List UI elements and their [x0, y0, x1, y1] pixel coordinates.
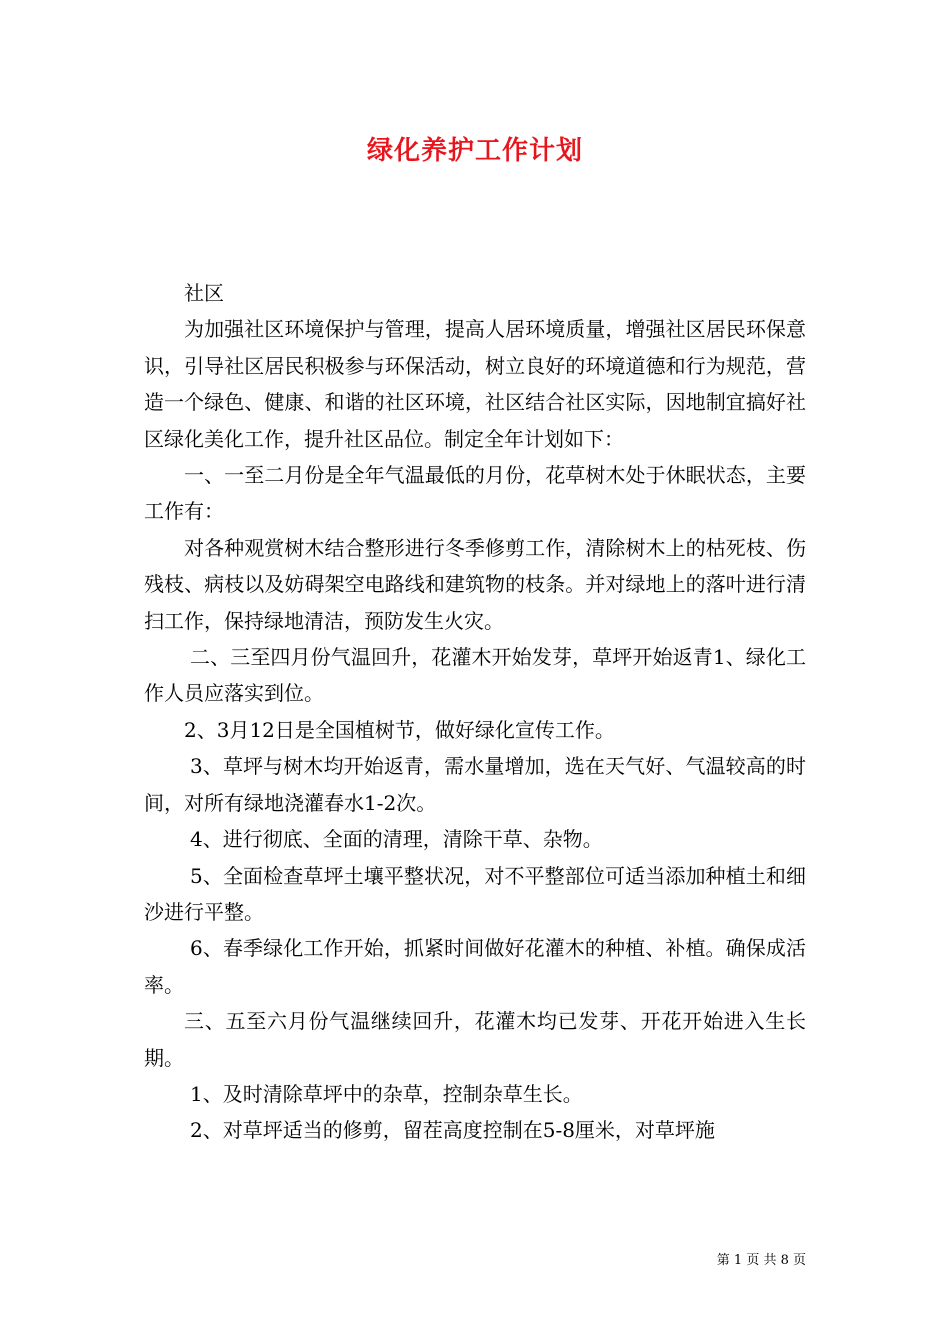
paragraph: 5、全面检查草坪土壤平整状况，对不平整部位可适当添加种植土和细沙进行平整。 — [144, 863, 806, 924]
paragraph: 1、及时清除草坪中的杂草，控制杂草生长。 — [190, 1081, 583, 1106]
paragraph: 2、3月12日是全国植树节，做好绿化宣传工作。 — [184, 717, 615, 742]
paragraph: 3、草坪与树木均开始返青，需水量增加，选在天气好、气温较高的时间，对所有绿地浇灌春水1-2次。 — [144, 754, 806, 815]
paragraph: 一、一至二月份是全年气温最低的月份，花草树木处于休眠状态，主要工作有： — [144, 463, 806, 524]
paragraph: 社区 — [184, 281, 224, 305]
paragraph: 6、春季绿化工作开始，抓紧时间做好花灌木的种植、补植。确保成活率。 — [144, 936, 806, 997]
paragraph: 三、五至六月份气温继续回升，花灌木均已发芽、开花开始进入生长期。 — [144, 1009, 806, 1070]
paragraph: 2、对草坪适当的修剪，留茬高度控制在5-8厘米，对草坪施 — [190, 1118, 715, 1143]
paragraph: 对各种观赏树木结合整形进行冬季修剪工作，清除树木上的枯死枝、伤残枝、病枝以及妨碍架空电路线和建筑物的枝条。并对绿地上的落叶进行清扫工作，保持绿地清洁，预防发生火灾。 — [144, 535, 806, 633]
document-body — [144, 275, 806, 1149]
page-number: 第 1 页 共 8 页 — [716, 1253, 806, 1268]
paragraph: 4、进行彻底、全面的清理，清除干草、杂物。 — [190, 827, 603, 852]
paragraph: 为加强社区环境保护与管理，提高人居环境质量，增强社区居民环保意识，引导社区居民积极参与环保活动，树立良好的环境道德和行为规范，营造一个绿色、健康、和谐的社区环境，社区结合社区实际，因地制宜搞好社区绿化美化工作，提升社区品位。制定全年计划如下： — [144, 317, 806, 451]
paragraph: 二、三至四月份气温回升，花灌木开始发芽，草坪开始返青1、绿化工作人员应落实到位。 — [144, 645, 806, 706]
document-title: 绿化养护工作计划 — [366, 136, 583, 166]
